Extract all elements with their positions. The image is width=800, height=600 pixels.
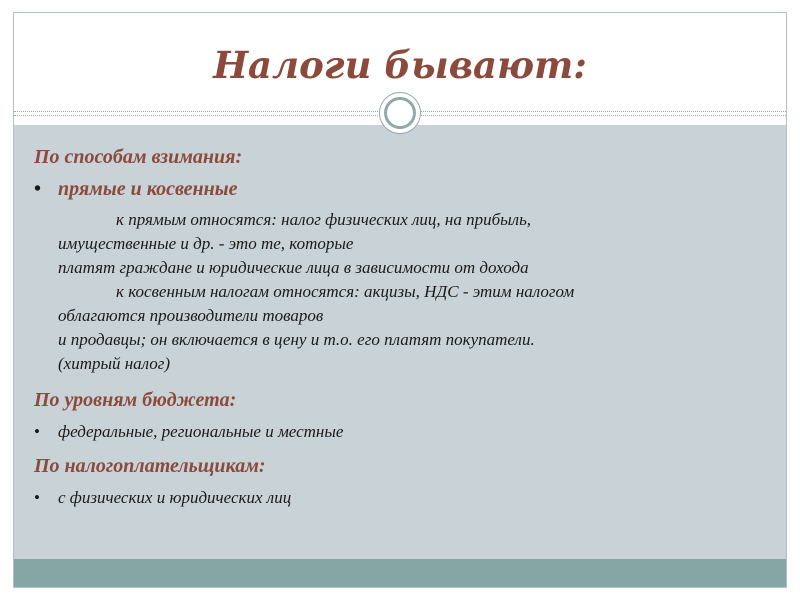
desc-line: платят граждане и юридические лица в зависимости от дохода [58,258,529,277]
footer-band [14,559,786,587]
desc-line: к косвенным налогам относятся: акцизы, НДС - этим налогом [116,282,575,301]
bullet-text: федеральные, региональные и местные [58,422,344,441]
heading-taxpayers: По налогоплательщикам: [34,455,266,477]
bullet-text: с физических и юридических лиц [58,488,292,507]
bullet-budget-levels [34,420,774,444]
slide-body [34,140,774,510]
desc-line: к прямым относятся: налог физических лиц, на прибыль, [116,210,532,229]
desc-line: имущественные и др. - это те, которые [58,234,354,253]
bullet-text: прямые и косвенные [58,178,238,200]
bullet-dot-icon: • [34,178,42,200]
bullet-direct-indirect [34,176,774,202]
circle-ornament-icon [379,92,421,134]
circle-ornament-inner [384,97,416,129]
bullet-taxpayers [34,486,774,510]
heading-budget-level: По уровням бюджета: [34,389,237,411]
bullet-dot-icon: • [34,488,40,507]
desc-line: и продавцы; он включается в цену и т.о. его платят покупатели. [58,330,535,349]
slide-title: Налоги бывают: [213,43,587,87]
description-block [34,208,774,376]
desc-line: (хитрый налог) [58,354,171,373]
bullet-dot-icon: • [34,422,40,441]
desc-line: облагаются производители товаров [58,306,324,325]
heading-collection-method: По способам взимания: [34,146,243,168]
